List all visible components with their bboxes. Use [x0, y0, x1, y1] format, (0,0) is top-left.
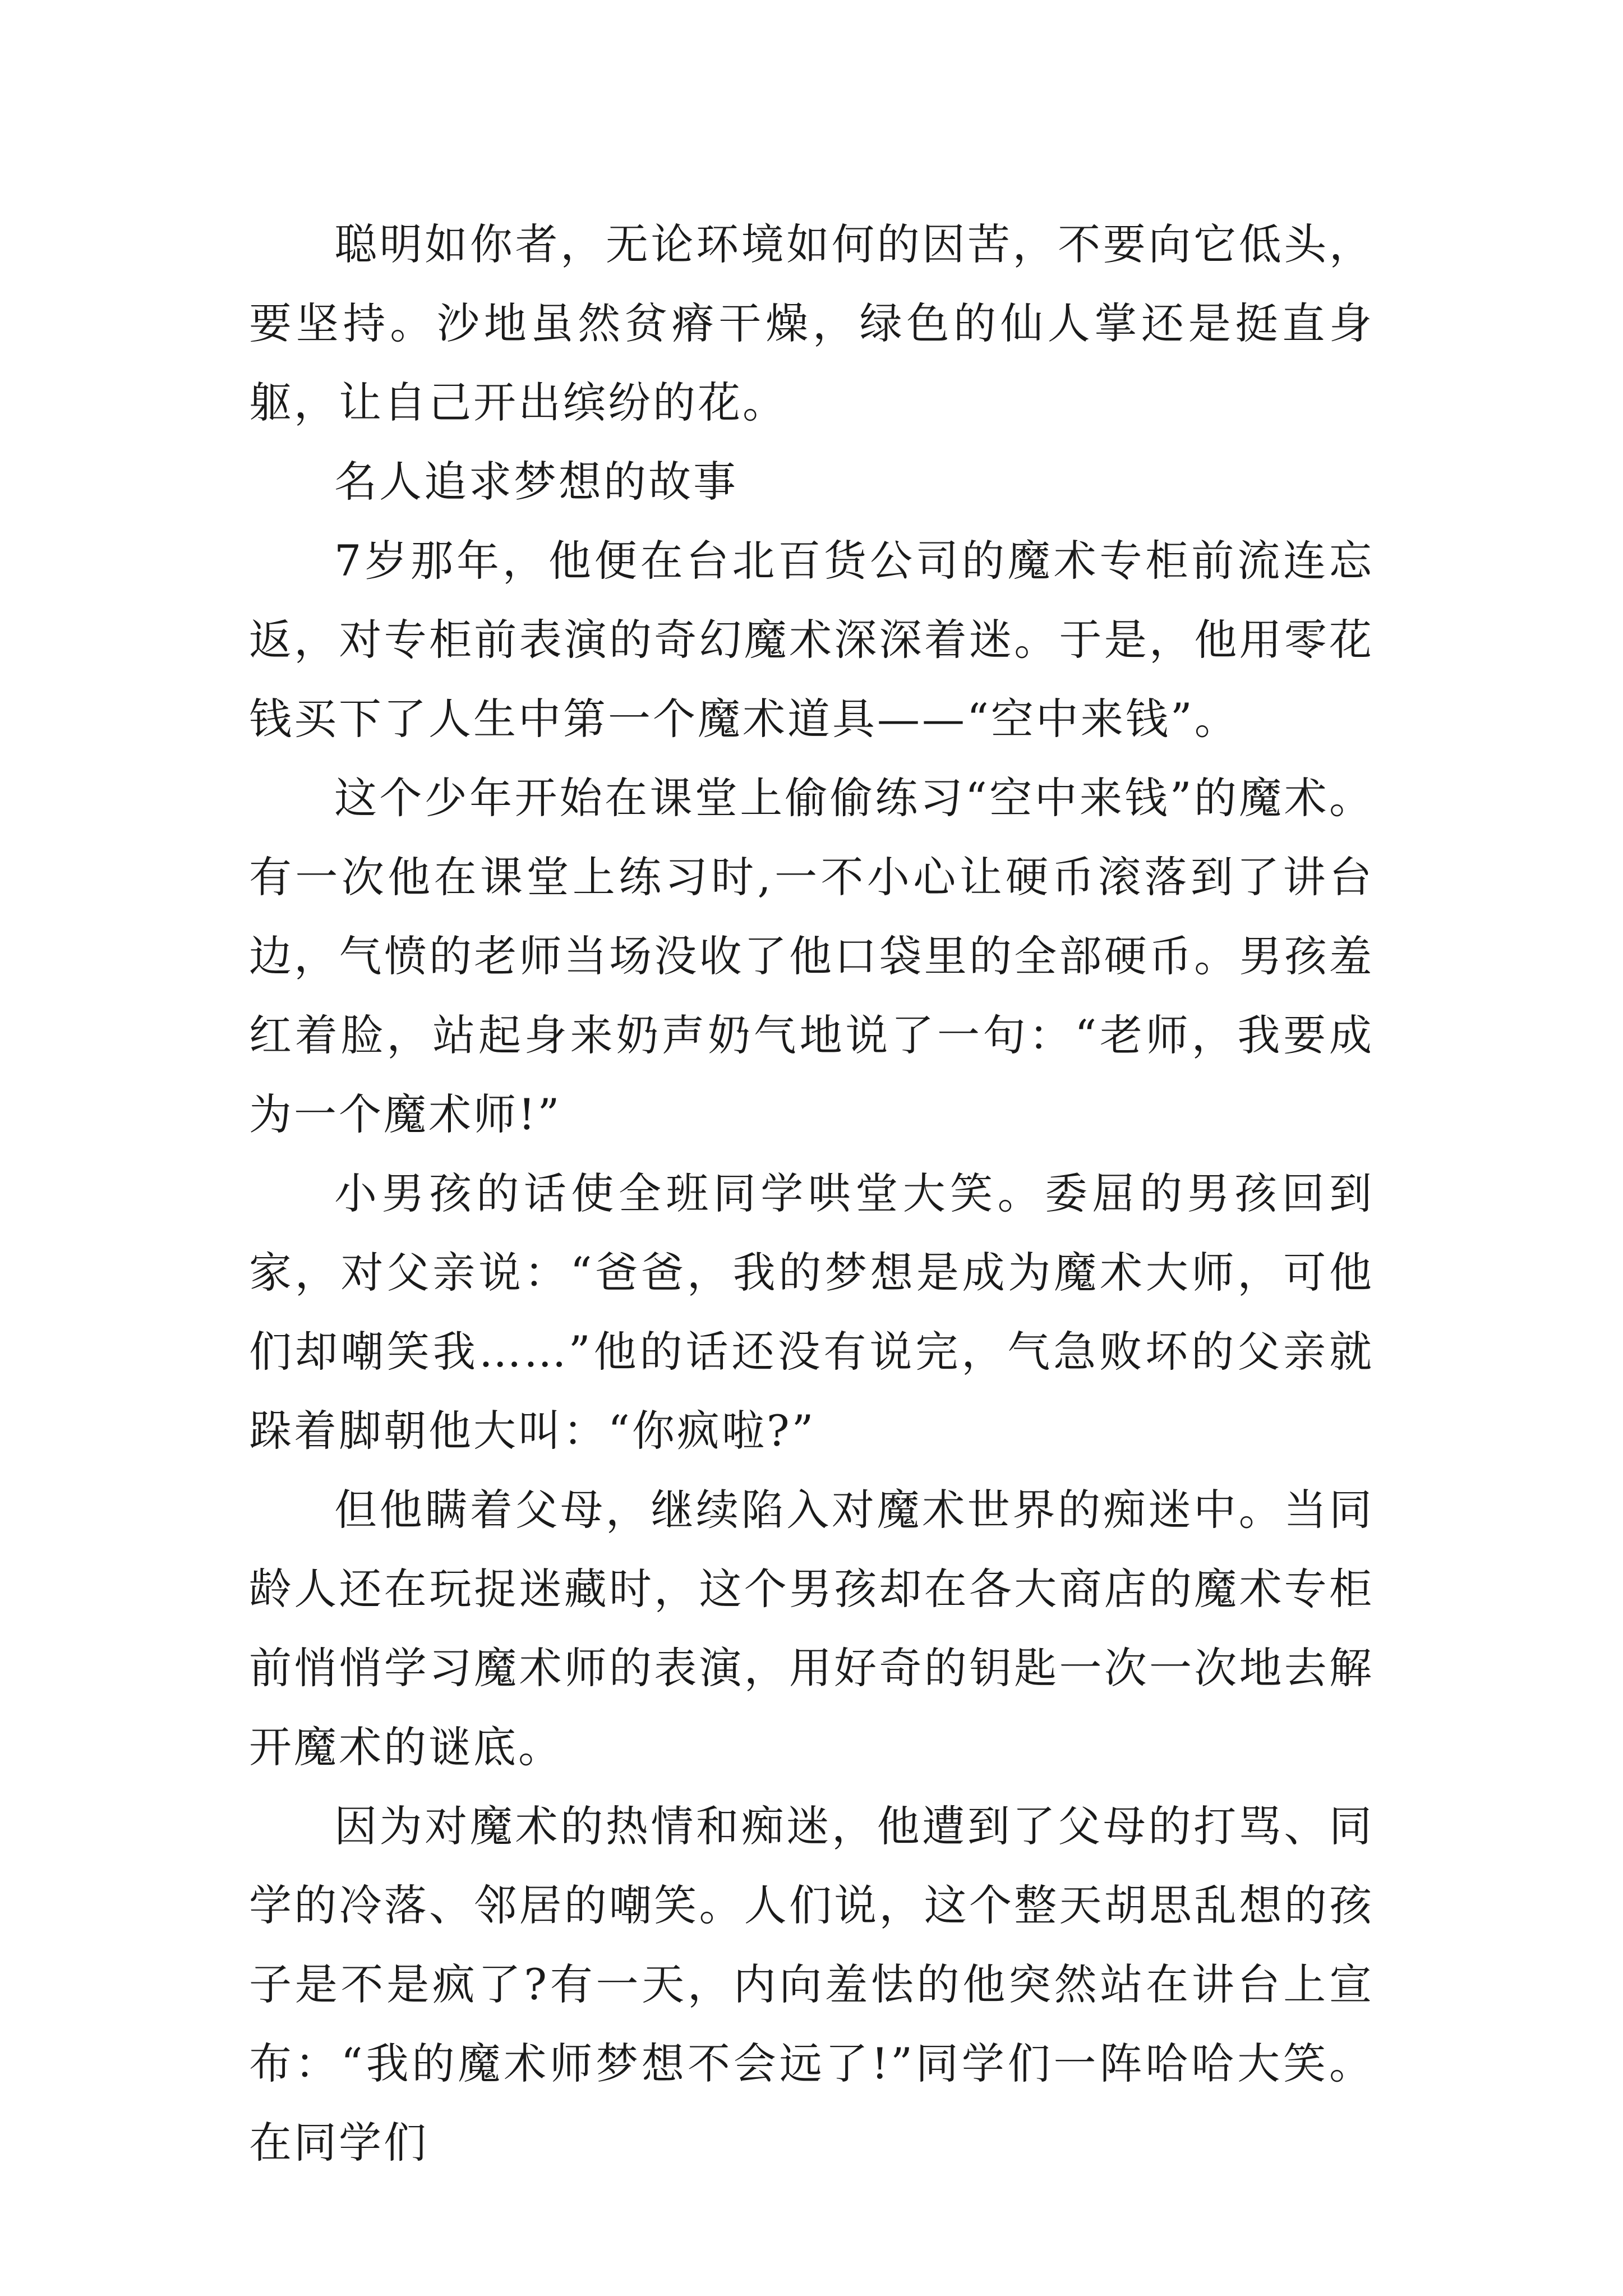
paragraph-father: 小男孩的话使全班同学哄堂大笑。委屈的男孩回到家，对父亲说：“爸爸，我的梦想是成为魔术大师，可他们却嘲笑我……”他的话还没有说完，气急败坏的父亲就跺着脚朝他大叫：“你疯啦?”: [249, 1168, 1374, 1456]
paragraph-secret-practice: 但他瞒着父母，继续陷入对魔术世界的痴迷中。当同龄人还在玩捉迷藏时，这个男孩却在各大商店的魔术专柜前悄悄学习魔术师的表演，用好奇的钥匙一次一次地去解开魔术的谜底。: [249, 1485, 1374, 1772]
section-title: 名人追求梦想的故事: [334, 457, 738, 507]
paragraph-classroom: 这个少年开始在课堂上偷偷练习“空中来钱”的魔术。有一次他在课堂上练习时,一不小心让硬币滚落到了讲台边，气愤的老师当场没收了他口袋里的全部硬币。男孩羞红着脸，站起身来奶声奶气地说了一句：“老师，我要成为一个魔术师!”: [249, 773, 1374, 1139]
paragraph-announcement: 因为对魔术的热情和痴迷，他遭到了父母的打骂、同学的冷落、邻居的嘲笑。人们说，这个整天胡思乱想的孩子是不是疯了?有一天，内向羞怯的他突然站在讲台上宣布：“我的魔术师梦想不会远了!”同学们一阵哈哈大笑。在同学们: [249, 1801, 1374, 2168]
paragraph-age-seven: 7岁那年，他便在台北百货公司的魔术专柜前流连忘返，对专柜前表演的奇幻魔术深深着迷。于是，他用零花钱买下了人生中第一个魔术道具——“空中来钱”。: [249, 536, 1374, 744]
paragraph-intro: 聪明如你者，无论环境如何的因苦，不要向它低头，要坚持。沙地虽然贫瘠干燥，绿色的仙人掌还是挺直身躯，让自己开出缤纷的花。: [249, 219, 1374, 427]
document-body: [249, 205, 1374, 2182]
